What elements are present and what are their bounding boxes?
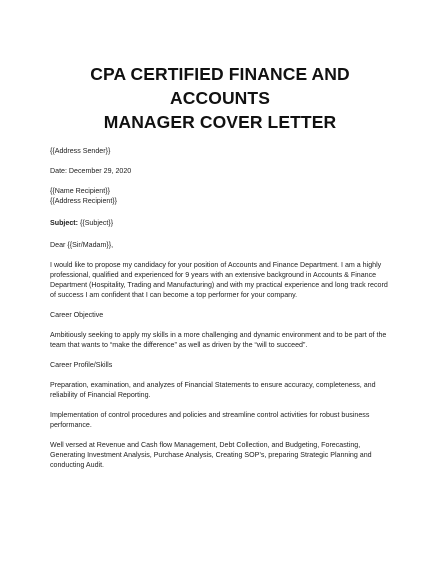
title-line-2: MANAGER COVER LETTER	[103, 112, 337, 132]
heading-career-profile: Career Profile/Skills	[50, 361, 113, 369]
paragraph-skill-3: Well versed at Revenue and Cash flow Management, Debt Collection, and Budgeting, Forecasting, Generating Investment Analysis, Purchase Analysis, Creating SOP’s, preparing Strategic Planning and conducting Audit.	[50, 441, 372, 469]
salutation: Dear {{Sir/Madam}},	[50, 241, 114, 249]
subject-value: {{Subject}}	[77, 219, 114, 227]
paragraph-skill-1: Preparation, examination, and analyzes of Financial Statements to ensure accuracy, completeness, and reliability of Financial Reporting.	[50, 381, 376, 399]
paragraph-objective: Ambitiously seeking to apply my skills in a more challenging and dynamic environment and to be part of the team that wants to “make the difference” as well as driven by the “will to succeed”.	[50, 331, 387, 349]
letter-date: Date: December 29, 2020	[50, 167, 132, 175]
document-title	[50, 0, 390, 134]
address-recipient: {{Address Recipient}}	[50, 197, 118, 205]
letter-body	[50, 146, 390, 470]
heading-career-objective: Career Objective	[50, 311, 104, 319]
paragraph-skill-2: Implementation of control procedures and policies and streamline control activities for robust business performance.	[50, 411, 370, 429]
subject-line	[50, 218, 390, 228]
address-sender: {{Address Sender}}	[50, 147, 111, 155]
title-line-1: CPA CERTIFIED FINANCE AND ACCOUNTS	[90, 64, 350, 108]
paragraph-intro: I would like to propose my candidacy for your position of Accounts and Finance Department. I am a highly professional, qualified and experienced for 9 years with an extensive background in Accounts & Finance Department (Hospitality, Trading and Manufacturing) and with my practical experience and long track record of success I am confident that I can become a top performer for your company.	[50, 261, 388, 299]
subject-label: Subject:	[50, 219, 78, 227]
name-recipient: {{Name Recipient}}	[50, 187, 110, 195]
